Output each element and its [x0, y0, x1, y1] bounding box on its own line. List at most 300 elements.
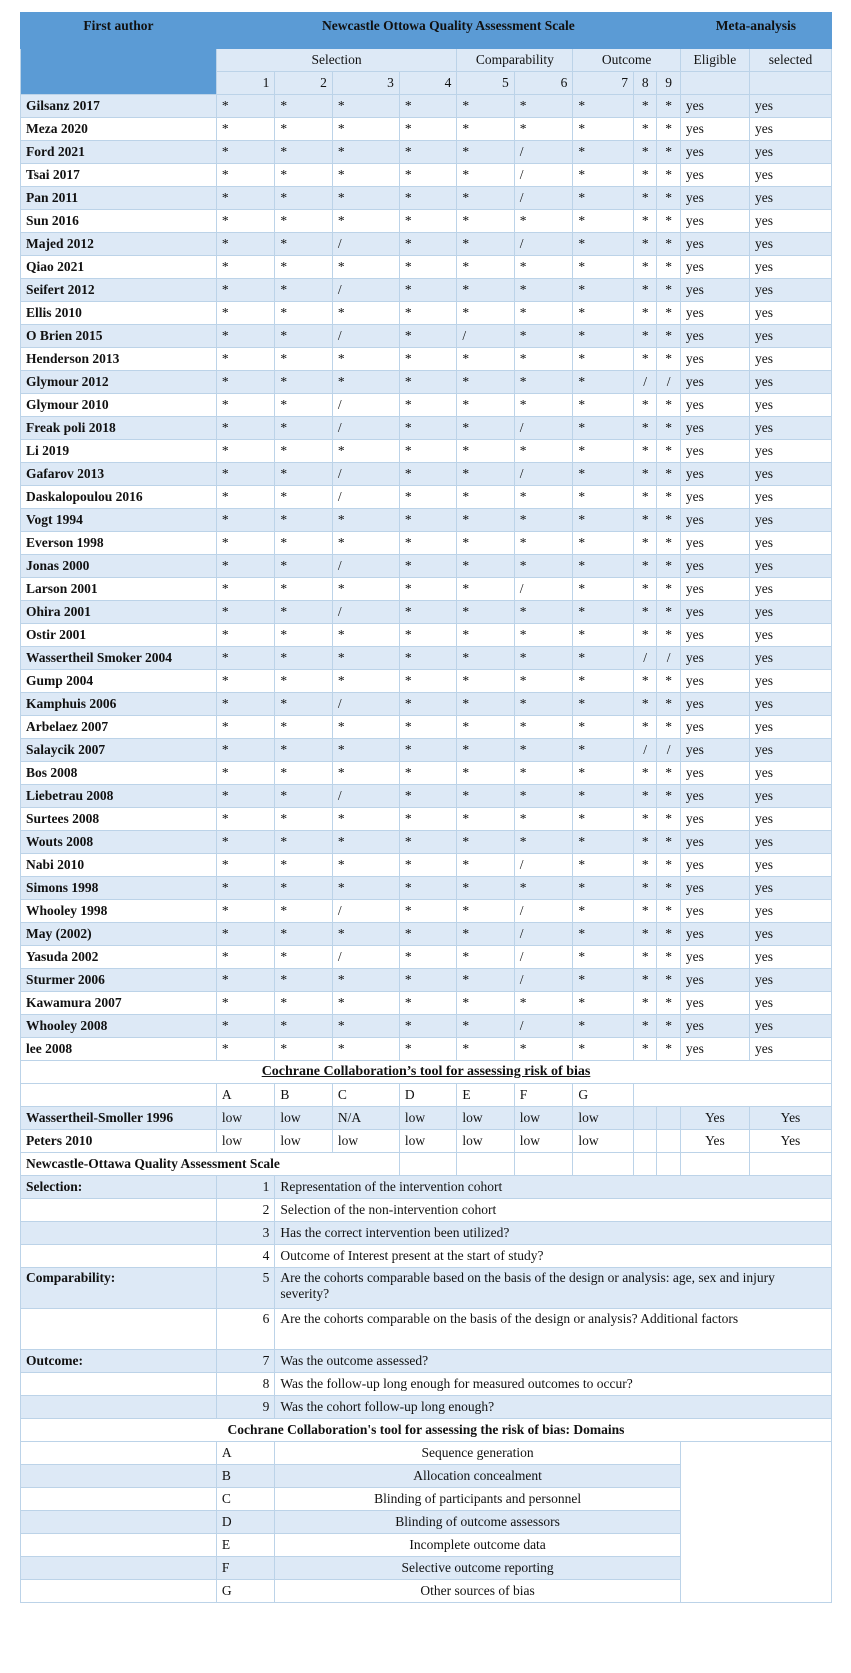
item-number: 2 — [275, 72, 332, 95]
rating-mark: * — [573, 417, 634, 440]
quality-assessment-table — [20, 12, 832, 1603]
rating-mark: / — [514, 233, 573, 256]
selected-value: yes — [750, 900, 832, 923]
rating-mark: * — [275, 762, 332, 785]
rating-mark: * — [399, 141, 456, 164]
study-row — [21, 854, 832, 877]
blank-cell — [21, 1511, 217, 1534]
study-row — [21, 440, 832, 463]
eligible-value: yes — [680, 118, 749, 141]
study-row — [21, 1015, 832, 1038]
rating-mark: * — [633, 785, 656, 808]
rating-mark: * — [573, 532, 634, 555]
rating-mark: * — [573, 1038, 634, 1061]
selected-value: yes — [750, 279, 832, 302]
eligible-value: yes — [680, 463, 749, 486]
study-row — [21, 946, 832, 969]
rating-mark: * — [275, 693, 332, 716]
risk-value: low — [275, 1107, 332, 1130]
rating-mark: * — [514, 624, 573, 647]
eligible-value: yes — [680, 279, 749, 302]
rating-mark: * — [633, 808, 656, 831]
item-number: 5 — [457, 72, 514, 95]
rating-mark: * — [457, 900, 514, 923]
study-author: Ford 2021 — [21, 141, 217, 164]
rating-mark: * — [332, 187, 399, 210]
rating-mark: * — [657, 693, 680, 716]
rating-mark: * — [657, 785, 680, 808]
rating-mark: * — [399, 693, 456, 716]
blank-cell — [633, 1107, 656, 1130]
domain-letter: F — [216, 1557, 275, 1580]
rating-mark: * — [657, 969, 680, 992]
blank-cell — [21, 1442, 217, 1465]
domain-letter: B — [275, 1084, 332, 1107]
rating-mark: * — [275, 233, 332, 256]
study-row — [21, 647, 832, 670]
domain-letter: D — [216, 1511, 275, 1534]
study-author: Majed 2012 — [21, 233, 217, 256]
rating-mark: * — [216, 739, 275, 762]
study-row — [21, 693, 832, 716]
rating-mark: * — [216, 164, 275, 187]
risk-value: low — [573, 1130, 634, 1153]
rating-mark: * — [514, 532, 573, 555]
rating-mark: * — [216, 854, 275, 877]
eligible-value: yes — [680, 785, 749, 808]
rating-mark: * — [457, 969, 514, 992]
domain-letter: E — [216, 1534, 275, 1557]
rating-mark: * — [514, 210, 573, 233]
rating-mark: * — [216, 624, 275, 647]
rating-mark: * — [514, 877, 573, 900]
study-row — [21, 348, 832, 371]
rating-mark: * — [216, 417, 275, 440]
rating-mark: * — [275, 969, 332, 992]
rating-mark: * — [633, 992, 656, 1015]
rating-mark: * — [457, 1038, 514, 1061]
rating-mark: * — [657, 325, 680, 348]
study-row — [21, 670, 832, 693]
rating-mark: * — [332, 647, 399, 670]
study-author: Sun 2016 — [21, 210, 217, 233]
blank-cell — [633, 1130, 656, 1153]
rating-mark: * — [457, 486, 514, 509]
selected-value: yes — [750, 854, 832, 877]
rating-mark: * — [275, 900, 332, 923]
rating-mark: / — [514, 923, 573, 946]
rating-mark: / — [332, 463, 399, 486]
rating-mark: * — [275, 624, 332, 647]
nos-item-text: Are the cohorts comparable based on the basis of the design or analysis: age, sex and injury severity? — [275, 1268, 832, 1309]
rating-mark: * — [332, 831, 399, 854]
rating-mark: * — [275, 877, 332, 900]
rating-mark: * — [573, 440, 634, 463]
rating-mark: * — [216, 325, 275, 348]
rating-mark: * — [514, 992, 573, 1015]
rating-mark: * — [275, 992, 332, 1015]
study-row — [21, 923, 832, 946]
rating-mark: * — [573, 371, 634, 394]
study-author: Salaycik 2007 — [21, 739, 217, 762]
risk-value: low — [332, 1130, 399, 1153]
eligible-value: yes — [680, 1038, 749, 1061]
rating-mark: * — [457, 877, 514, 900]
eligible-value: yes — [680, 555, 749, 578]
rating-mark: * — [399, 440, 456, 463]
study-row — [21, 992, 832, 1015]
domain-text: Blinding of outcome assessors — [275, 1511, 681, 1534]
rating-mark: / — [332, 693, 399, 716]
item-number: 3 — [332, 72, 399, 95]
eligible-value: yes — [680, 992, 749, 1015]
rating-mark: / — [332, 601, 399, 624]
eligible-value: yes — [680, 302, 749, 325]
nos-item-row — [21, 1309, 832, 1350]
study-author: O Brien 2015 — [21, 325, 217, 348]
rating-mark: * — [457, 463, 514, 486]
rating-mark: * — [275, 532, 332, 555]
eligible-value: yes — [680, 808, 749, 831]
eligible-value: yes — [680, 854, 749, 877]
rating-mark: * — [457, 371, 514, 394]
rating-mark: * — [275, 946, 332, 969]
study-row — [21, 164, 832, 187]
rating-mark: * — [633, 394, 656, 417]
study-author: Arbelaez 2007 — [21, 716, 217, 739]
rating-mark: * — [275, 417, 332, 440]
selected-value: yes — [750, 992, 832, 1015]
rating-mark: * — [399, 486, 456, 509]
nos-item-row — [21, 1222, 832, 1245]
rating-mark: / — [514, 1015, 573, 1038]
nos-item-text: Are the cohorts comparable on the basis of the design or analysis? Additional factors — [275, 1309, 832, 1350]
rating-mark: * — [457, 302, 514, 325]
nos-category — [21, 1222, 217, 1245]
cochrane-title-row — [21, 1061, 832, 1084]
rating-mark: * — [216, 394, 275, 417]
rating-mark: * — [657, 716, 680, 739]
study-author: Sturmer 2006 — [21, 969, 217, 992]
blank-cell — [633, 1084, 831, 1107]
study-author: Gump 2004 — [21, 670, 217, 693]
rating-mark: * — [216, 578, 275, 601]
rating-mark: * — [657, 256, 680, 279]
rating-mark: * — [657, 877, 680, 900]
rating-mark: * — [657, 164, 680, 187]
nos-title: Newcastle-Ottawa Quality Assessment Scale — [21, 1153, 400, 1176]
rating-mark: * — [399, 187, 456, 210]
rating-mark: * — [657, 601, 680, 624]
rating-mark: * — [275, 440, 332, 463]
selected-header: selected — [750, 49, 832, 72]
study-row — [21, 463, 832, 486]
rating-mark: * — [275, 141, 332, 164]
study-author: Daskalopoulou 2016 — [21, 486, 217, 509]
rating-mark: * — [399, 785, 456, 808]
study-row — [21, 762, 832, 785]
rating-mark: * — [332, 302, 399, 325]
study-author: Pan 2011 — [21, 187, 217, 210]
rating-mark: * — [657, 900, 680, 923]
rating-mark: * — [399, 417, 456, 440]
rating-mark: * — [275, 808, 332, 831]
rating-mark: * — [275, 302, 332, 325]
rating-mark: * — [633, 555, 656, 578]
blank-cell — [21, 1580, 217, 1603]
rating-mark: * — [275, 601, 332, 624]
blank-cell — [21, 1534, 217, 1557]
rating-mark: * — [275, 371, 332, 394]
rating-mark: * — [399, 716, 456, 739]
selected-value: yes — [750, 233, 832, 256]
eligible-value: yes — [680, 601, 749, 624]
domain-letter: E — [457, 1084, 514, 1107]
header-row — [21, 13, 832, 49]
rating-mark: * — [332, 348, 399, 371]
study-author: Larson 2001 — [21, 578, 217, 601]
rating-mark: * — [399, 302, 456, 325]
rating-mark: * — [573, 348, 634, 371]
rating-mark: * — [633, 969, 656, 992]
rating-mark: * — [573, 923, 634, 946]
rating-mark: * — [514, 348, 573, 371]
nos-item-text: Was the cohort follow-up long enough? — [275, 1396, 832, 1419]
rating-mark: * — [399, 394, 456, 417]
eligible-value: yes — [680, 969, 749, 992]
rating-mark: * — [275, 785, 332, 808]
nos-category — [21, 1373, 217, 1396]
rating-mark: * — [514, 95, 573, 118]
rating-mark: * — [657, 210, 680, 233]
rating-mark: * — [457, 578, 514, 601]
rating-mark: / — [332, 486, 399, 509]
rating-mark: * — [332, 1015, 399, 1038]
study-row — [21, 831, 832, 854]
rating-mark: * — [657, 670, 680, 693]
rating-mark: * — [573, 325, 634, 348]
blank-cell — [633, 1153, 656, 1176]
domain-text: Sequence generation — [275, 1442, 681, 1465]
rating-mark: * — [332, 624, 399, 647]
rating-mark: * — [332, 877, 399, 900]
rating-mark: * — [399, 256, 456, 279]
rating-mark: / — [332, 325, 399, 348]
rating-mark: * — [633, 900, 656, 923]
domain-row — [21, 1442, 832, 1465]
eligible-value: yes — [680, 486, 749, 509]
eligible-value: yes — [680, 371, 749, 394]
nos-category: Selection: — [21, 1176, 217, 1199]
rating-mark: * — [633, 762, 656, 785]
rating-mark: * — [399, 371, 456, 394]
rating-mark: * — [633, 302, 656, 325]
rating-mark: * — [457, 532, 514, 555]
rating-mark: * — [332, 739, 399, 762]
rating-mark: * — [514, 647, 573, 670]
rating-mark: * — [514, 302, 573, 325]
rating-mark: * — [633, 325, 656, 348]
rating-mark: * — [216, 969, 275, 992]
rating-mark: * — [457, 118, 514, 141]
study-author: Jonas 2000 — [21, 555, 217, 578]
selected-value: yes — [750, 716, 832, 739]
rating-mark: * — [514, 1038, 573, 1061]
study-row — [21, 808, 832, 831]
rating-mark: * — [633, 486, 656, 509]
rating-mark: * — [399, 831, 456, 854]
rating-mark: * — [633, 164, 656, 187]
rating-mark: * — [275, 647, 332, 670]
rating-mark: * — [657, 95, 680, 118]
study-row — [21, 417, 832, 440]
rating-mark: * — [573, 624, 634, 647]
rating-mark: * — [275, 1015, 332, 1038]
rating-mark: * — [633, 95, 656, 118]
rating-mark: * — [457, 854, 514, 877]
rating-mark: / — [332, 233, 399, 256]
study-row — [21, 256, 832, 279]
rating-mark: * — [657, 624, 680, 647]
rating-mark: * — [216, 141, 275, 164]
item-number: 1 — [216, 72, 275, 95]
study-author: Wouts 2008 — [21, 831, 217, 854]
rating-mark: * — [457, 348, 514, 371]
selected-value: yes — [750, 831, 832, 854]
rating-mark: * — [216, 187, 275, 210]
item-number: 8 — [633, 72, 656, 95]
risk-value: low — [573, 1107, 634, 1130]
rating-mark: / — [514, 578, 573, 601]
nos-category — [21, 1396, 217, 1419]
selected-value: yes — [750, 578, 832, 601]
domain-letter: C — [216, 1488, 275, 1511]
study-row — [21, 739, 832, 762]
nos-item-number: 1 — [216, 1176, 275, 1199]
rating-mark: * — [514, 693, 573, 716]
rating-mark: * — [332, 992, 399, 1015]
rating-mark: * — [514, 486, 573, 509]
item-number: 7 — [573, 72, 634, 95]
rating-mark: / — [332, 279, 399, 302]
rating-mark: * — [633, 693, 656, 716]
selected-value: yes — [750, 164, 832, 187]
eligible-value: yes — [680, 831, 749, 854]
study-author: Everson 1998 — [21, 532, 217, 555]
rating-mark: * — [332, 808, 399, 831]
rating-mark: * — [216, 302, 275, 325]
rating-mark: * — [633, 417, 656, 440]
selected-value: yes — [750, 95, 832, 118]
rating-mark: * — [216, 923, 275, 946]
rating-mark: * — [275, 716, 332, 739]
blank-cell — [657, 1153, 680, 1176]
rating-mark: * — [633, 670, 656, 693]
rating-mark: * — [573, 509, 634, 532]
study-row — [21, 969, 832, 992]
rating-mark: * — [457, 164, 514, 187]
rating-mark: * — [657, 417, 680, 440]
eligible-value: yes — [680, 394, 749, 417]
study-row — [21, 118, 832, 141]
rating-mark: * — [633, 831, 656, 854]
risk-value: N/A — [332, 1107, 399, 1130]
rating-mark: * — [514, 831, 573, 854]
eligible-value: yes — [680, 95, 749, 118]
rating-mark: * — [657, 808, 680, 831]
eligible-value: yes — [680, 187, 749, 210]
rating-mark: * — [399, 762, 456, 785]
nos-item-number: 9 — [216, 1396, 275, 1419]
eligible-value: yes — [680, 923, 749, 946]
selected-value: yes — [750, 118, 832, 141]
rating-mark: * — [573, 762, 634, 785]
rating-mark: * — [514, 555, 573, 578]
rating-mark: * — [216, 647, 275, 670]
rating-mark: * — [457, 785, 514, 808]
first-author-header-cell — [21, 49, 217, 95]
rating-mark: * — [633, 348, 656, 371]
rating-mark: * — [399, 95, 456, 118]
rating-mark: / — [332, 417, 399, 440]
rating-mark: * — [216, 486, 275, 509]
risk-value: low — [514, 1107, 573, 1130]
selected-value: yes — [750, 302, 832, 325]
selected-value: yes — [750, 969, 832, 992]
rating-mark: * — [275, 95, 332, 118]
rating-mark: * — [399, 1038, 456, 1061]
blank-cell — [21, 1084, 217, 1107]
rating-mark: * — [399, 118, 456, 141]
rating-mark: * — [657, 992, 680, 1015]
rating-mark: * — [216, 463, 275, 486]
rating-mark: * — [633, 509, 656, 532]
selected-value: yes — [750, 440, 832, 463]
rating-mark: * — [633, 578, 656, 601]
rating-mark: * — [657, 831, 680, 854]
rating-mark: * — [275, 831, 332, 854]
study-author: Simons 1998 — [21, 877, 217, 900]
selected-value: yes — [750, 141, 832, 164]
nos-item-text: Was the outcome assessed? — [275, 1350, 832, 1373]
rating-mark: * — [457, 992, 514, 1015]
rating-mark: * — [216, 95, 275, 118]
risk-value: low — [275, 1130, 332, 1153]
study-author: Yasuda 2002 — [21, 946, 217, 969]
rating-mark: * — [457, 739, 514, 762]
study-row — [21, 279, 832, 302]
eligible-value: yes — [680, 532, 749, 555]
domain-text: Blinding of participants and personnel — [275, 1488, 681, 1511]
rating-mark: * — [657, 555, 680, 578]
rating-mark: * — [216, 785, 275, 808]
rating-mark: * — [399, 509, 456, 532]
rating-mark: * — [216, 509, 275, 532]
rating-mark: * — [216, 992, 275, 1015]
blank-cell — [21, 1488, 217, 1511]
rating-mark: * — [633, 1015, 656, 1038]
blank-cell — [21, 1465, 217, 1488]
study-author: Ohira 2001 — [21, 601, 217, 624]
eligible-value: yes — [680, 348, 749, 371]
rating-mark: * — [216, 900, 275, 923]
rating-mark: * — [399, 210, 456, 233]
rating-mark: * — [332, 578, 399, 601]
study-row — [21, 578, 832, 601]
eligible-value: yes — [680, 1015, 749, 1038]
selected-value: yes — [750, 762, 832, 785]
rating-mark: / — [514, 969, 573, 992]
